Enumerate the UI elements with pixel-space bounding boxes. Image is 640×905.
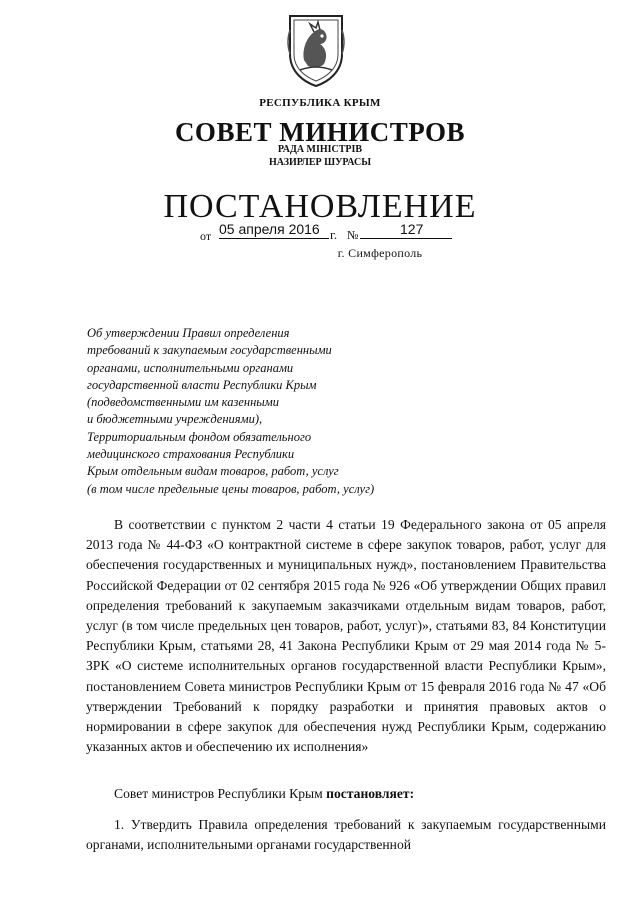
subject-line: (в том числе предельные цены товаров, работ, услуг) [87,481,375,496]
subject-line: (подведомственными им казенными [87,395,279,410]
subject-line: медицинского страхования Республики [87,447,295,462]
resolution-paragraph [86,784,606,804]
subject-line: Крым отдельным видам товаров, работ, услуг [87,464,339,479]
clause-1-paragraph: 1. Утвердить Правила определения требований к закупаемым государственными органами, исполнительными органами государственной [86,817,606,853]
coat-of-arms-icon [284,10,348,88]
subject-line: органами, исполнительными органами [87,360,294,375]
preamble-paragraph: В соответствии с пунктом 2 части 4 статьи 19 Федерального закона от 05 апреля 2013 года № 44-ФЗ «О контрактной системе в сфере закупок товаров, работ, услуг для обеспечения государственных и муниципальных нужд», постановлением Правительства Российской Федерации от 02 сентября 2015 года № 926 «Об утверждении Общих правил определения требований к закупаемым заказчиками отдельным видам товаров, работ, услуг (в том числе предельных цен товаров, работ, услуг)», статьями 83, 84 Конституции Республики Крым, статьями 28, 41 Закона Республики Крым от 29 мая 2014 года № 5-ЗРК «О системе исполнительных органов государственной власти Республики Крым», постановлением Совета министров Республики Крым от 15 февраля 2016 года № 47 «Об утверждении Требований к порядку разработки и принятия правовых актов о нормировании в сфере закупок для обеспечения нужд Республики Крым, содержанию указанных актов и обеспечению их исполнения» [86,517,606,755]
date-number-row [200,221,460,241]
number-sign: № [347,228,359,242]
republic-name: РЕСПУБЛИКА КРЫМ [259,97,381,109]
document-city: г. Симферополь [337,246,423,260]
subject-line: требований к закупаемым государственными [87,343,332,358]
resolution-verb: постановляет: [326,786,415,801]
council-name-crimean-tatar: НАЗИРЛЕР ШУРАСЫ [268,157,372,168]
number-underline [360,238,452,239]
document-date: 05 апреля 2016 [219,221,320,237]
council-name-ukrainian: РАДА МІНІСТРІВ [277,144,363,155]
subject-block [87,325,467,498]
subject-line: и бюджетными учреждениями), [87,412,263,427]
subject-line: Территориальным фондом обязательного [87,429,312,444]
year-suffix: г. [330,227,338,242]
subject-line: Об утверждении Правил определения [87,326,290,340]
document-title: ПОСТАНОВЛЕНИЕ [163,188,477,225]
document-number: 127 [400,221,424,237]
date-prefix: от [200,229,212,243]
date-underline [219,238,329,239]
subject-line: государственной власти Республики Крым [87,377,317,392]
resolution-lead: Совет министров Республики Крым [114,786,327,801]
council-name: СОВЕТ МИНИСТРОВ [174,117,466,147]
